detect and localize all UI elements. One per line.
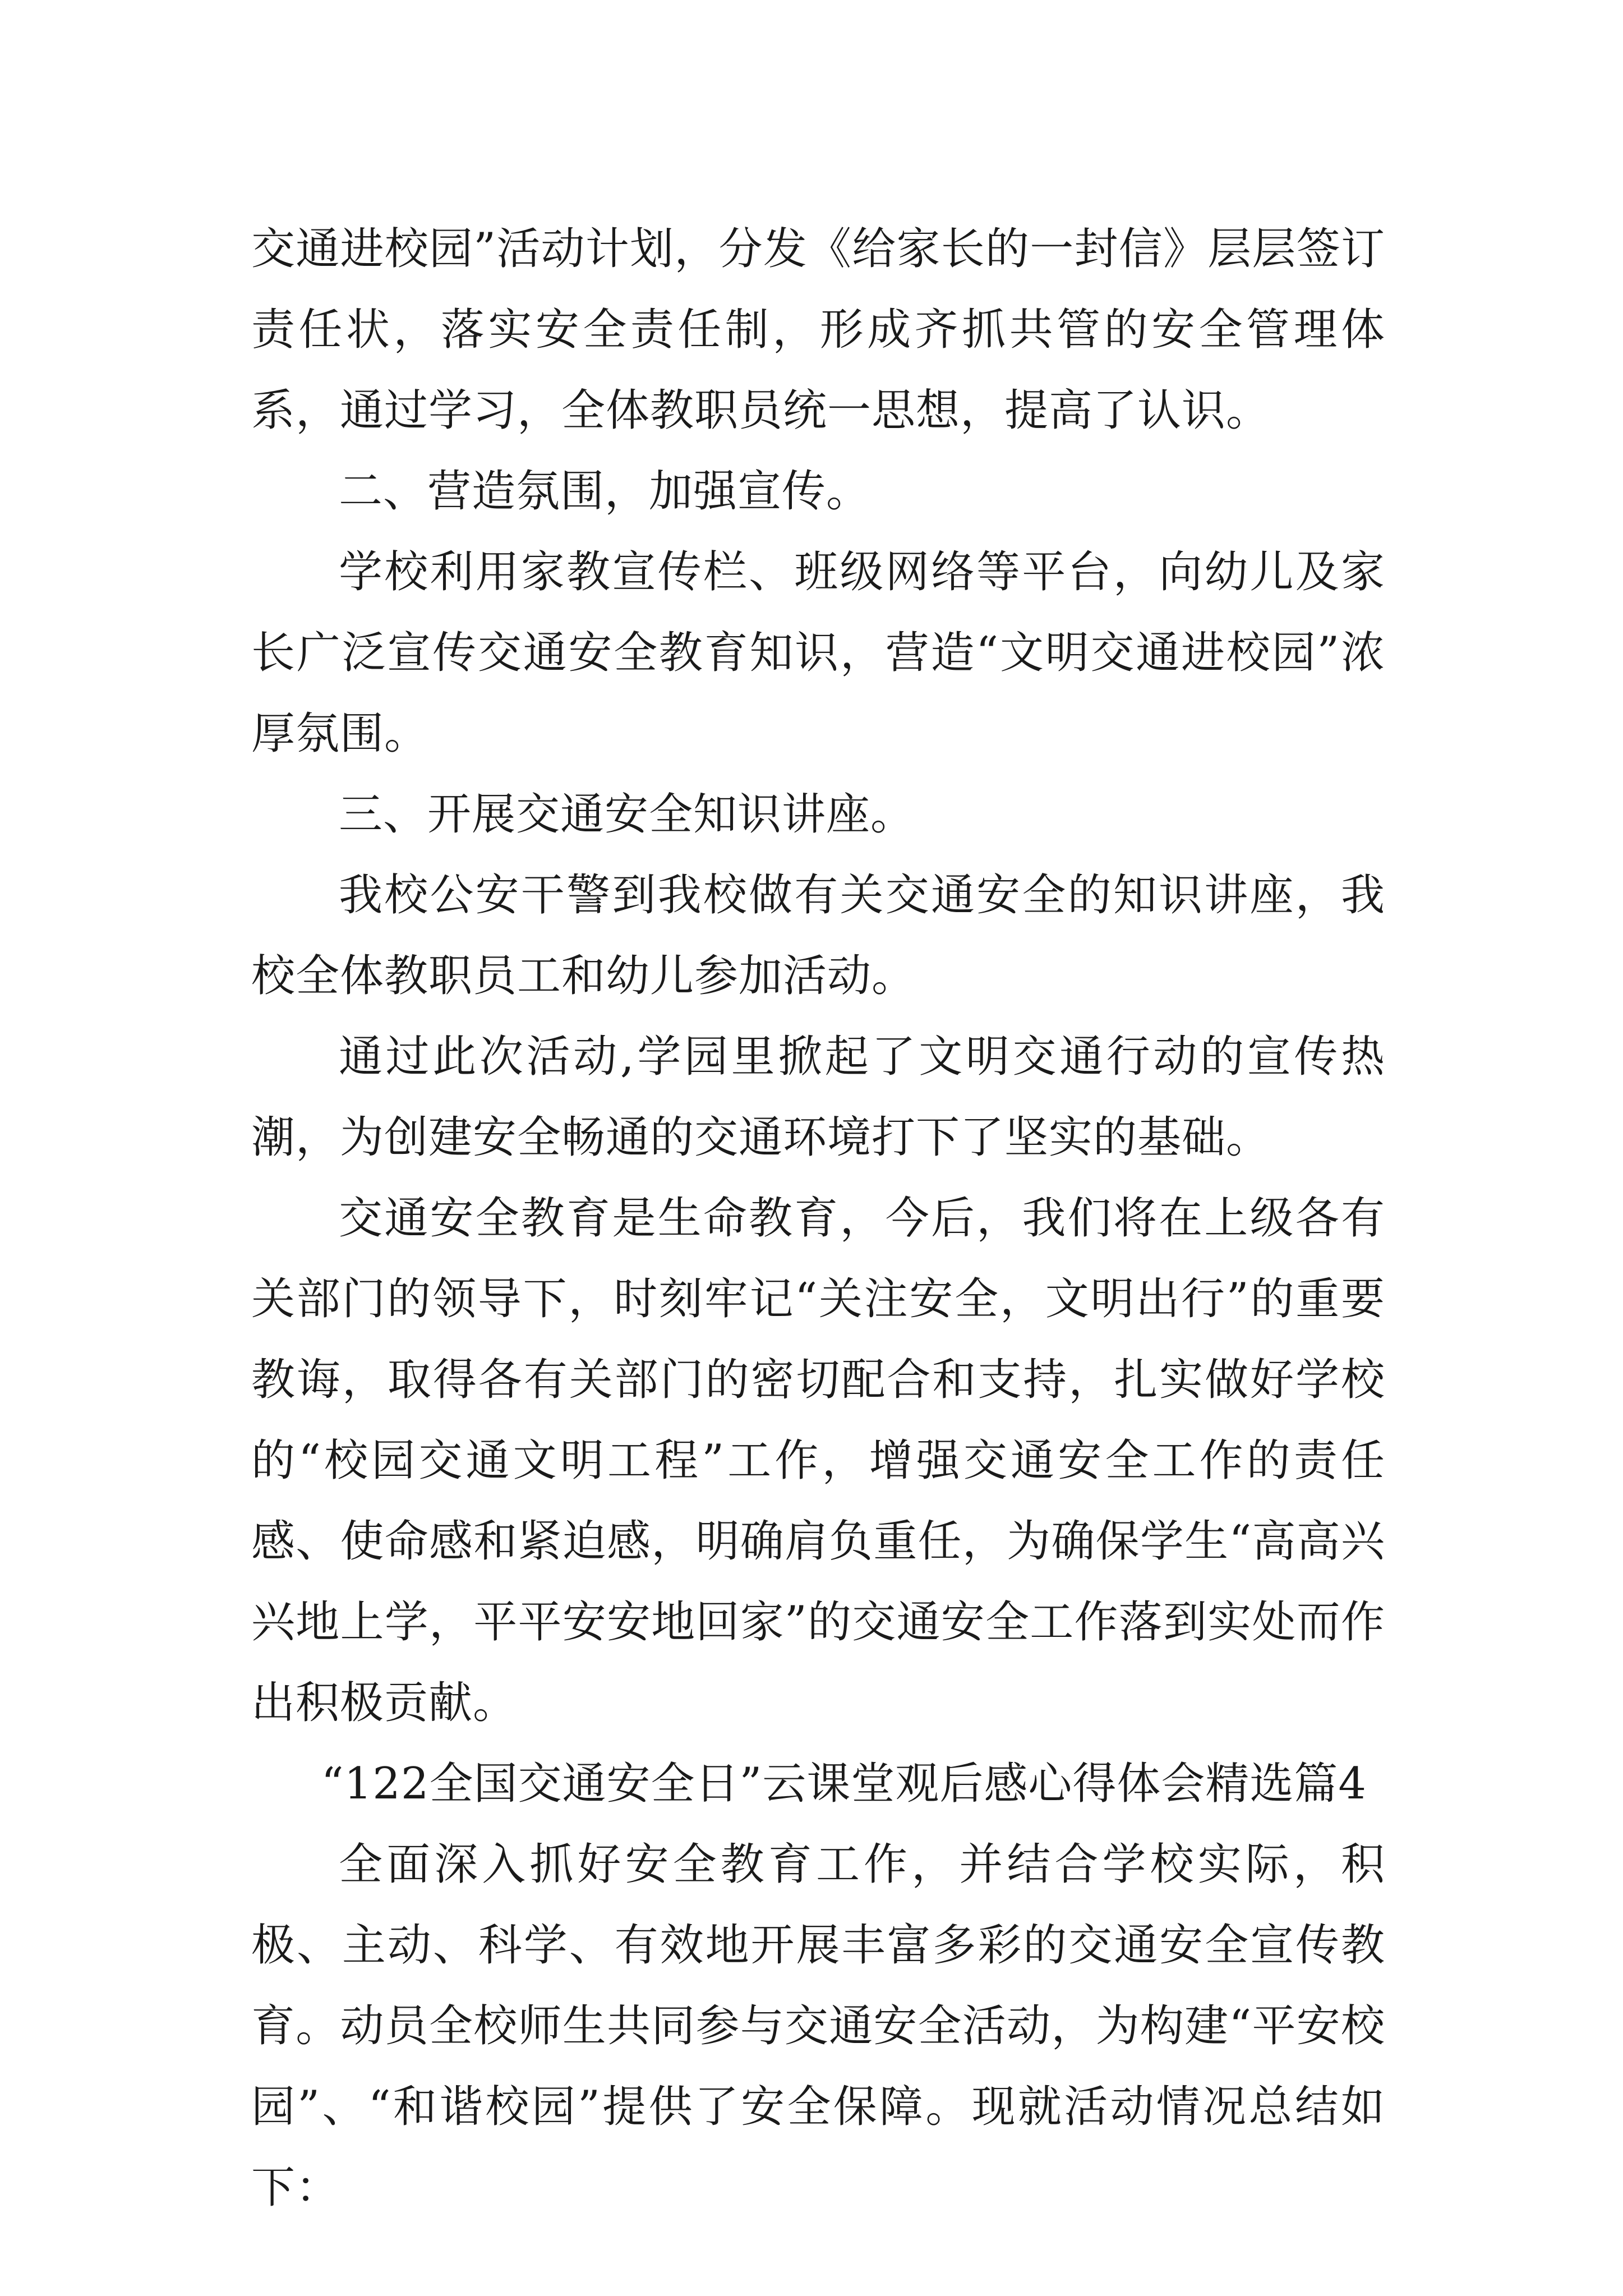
paragraph-continuation: 交通进校园”活动计划，分发《给家长的一封信》层层签订责任状，落实安全责任制，形成齐抓共管的安全管理体系，通过学习，全体教职员统一思想，提高了认识。 — [251, 224, 1385, 436]
paragraph-result: 通过此次活动,学园里掀起了文明交通行动的宣传热潮，为创建安全畅通的交通环境打下了坚实的基础。 — [251, 1032, 1385, 1163]
section-heading-2: 二、营造氛围，加强宣传。 — [339, 466, 871, 517]
paragraph-lecture: 我校公安干警到我校做有关交通安全的知识讲座，我校全体教职员工和幼儿参加活动。 — [251, 870, 1385, 1001]
paragraph-intro-4: 全面深入抓好安全教育工作，并结合学校实际，积极、主动、科学、有效地开展丰富多彩的交通安全宣传教育。动员全校师生共同参与交通安全活动，为构建“平安校园”、“和谐校园”提供了安全保障。现就活动情况总结如下： — [251, 1839, 1385, 2213]
section-heading-3: 三、开展交通安全知识讲座。 — [339, 789, 915, 840]
paragraph-conclusion: 交通安全教育是生命教育，今后，我们将在上级各有关部门的领导下，时刻牢记“关注安全，文明出行”的重要教诲，取得各有关部门的密切配合和支持，扎实做好学校的“校园交通文明工程”工作，增强交通安全工作的责任感、使命感和紧迫感，明确肩负重任，为确保学生“高高兴兴地上学，平平安安地回家”的交通安全工作落到实处而作出积极贡献。 — [251, 1193, 1385, 1728]
paragraph-publicity: 学校利用家教宣传栏、班级网络等平台，向幼儿及家长广泛宣传交通安全教育知识，营造“文明交通进校园”浓厚氛围。 — [251, 547, 1385, 759]
document-body — [251, 209, 1385, 2228]
article-title-4: “122全国交通安全日”云课堂观后感心得体会精选篇4 — [321, 1759, 1367, 1809]
